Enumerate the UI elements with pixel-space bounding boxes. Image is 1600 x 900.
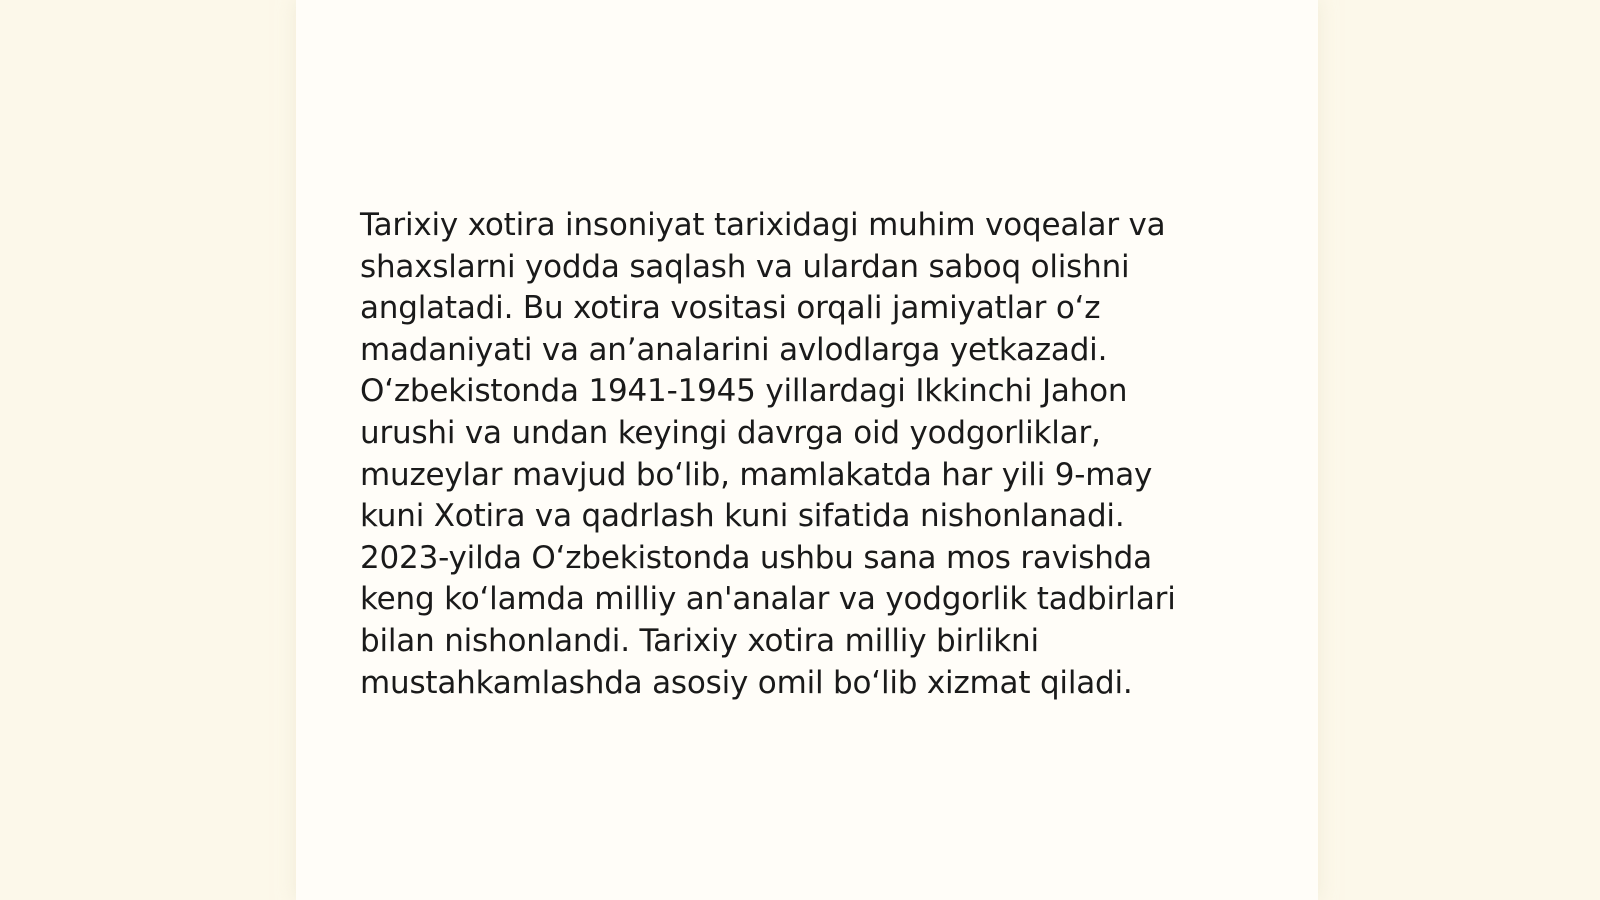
- body-paragraph: Tarixiy xotira insoniyat tarixidagi muhim voqealar va shaxslarni yodda saqlash va ulardan saboq olishni anglatadi. Bu xotira vositasi orqali jamiyatlar o‘z madaniyati va an’analarini avlodlarga yetkazadi. O‘zbekistonda 1941-1945 yillardagi Ikkinchi Jahon urushi va undan keyingi davrga oid yodgorliklar, muzeylar mavjud bo‘lib, mamlakatda har yili 9-may kuni Xotira va qadrlash kuni sifatida nishonlanadi. 2023-yilda O‘zbekistonda ushbu sana mos ravishda keng ko‘lamda milliy an'analar va yodgorlik tadbirlari bilan nishonlandi. Tarixiy xotira milliy birlikni mustahkamlashda asosiy omil bo‘lib xizmat qiladi.: [360, 207, 1176, 701]
- document-page: [296, 0, 1318, 900]
